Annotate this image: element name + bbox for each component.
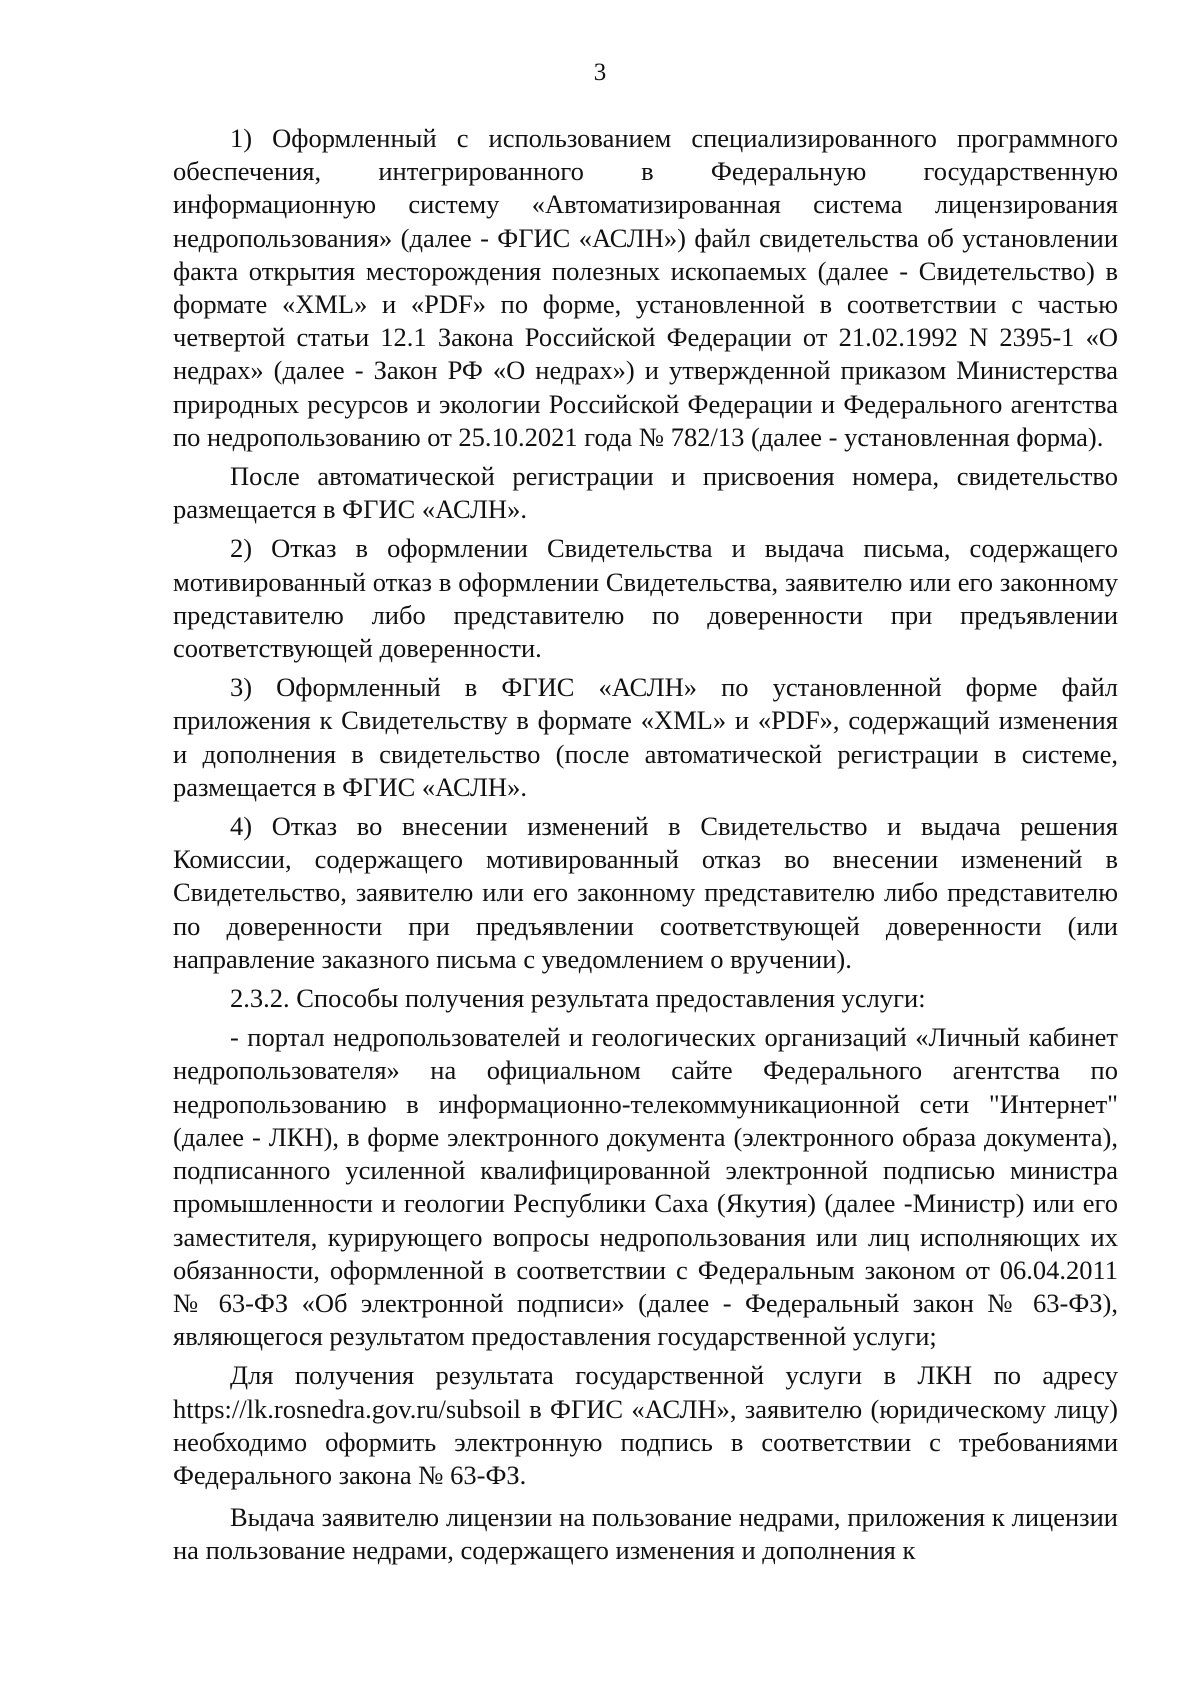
paragraph-portal-method: - портал недропользователей и геологических организаций «Личный кабинет недропользователя» на официальном сайте Федерального агентства по недропользованию в информационно-телекоммуникационной сети "Интернет" (далее - ЛКН), в форме электронного документа (электронного образа документа), подписанного усиленной квалифицированной электронной подписью министра промышленности и геологии Республики Саха (Якутия) (далее -Министр) или его заместителя, курирующего вопросы недропользования или лиц исполняющих их обязанности, оформленной в соответствии с Федеральным законом от 06.04.2011 № 63-ФЗ «Об электронной подписи» (далее - Федеральный закон № 63-ФЗ), являющегося результатом предоставления государственной услуги; — [173, 1022, 1118, 1352]
paragraph-refusal-certificate: 2) Отказ в оформлении Свидетельства и выдача письма, содержащего мотивированный отказ в оформлении Свидетельства, заявителю или его законному представителю либо представителю по доверенности при предъявлении соответствующей доверенности. — [173, 533, 1118, 664]
paragraph-lkn-instructions: Для получения результата государственной услуги в ЛКН по адресу https://lk.rosnedra.gov.ru/subsoil в ФГИС «АСЛН», заявителю (юридическому лицу) необходимо оформить электронную подпись в соответствии с требованиями Федерального закона № 63-ФЗ. — [173, 1360, 1118, 1490]
paragraph-license-issuance: Выдача заявителю лицензии на пользование недрами, приложения к лицензии на пользование недрами, содержащего изменения и дополнения к — [173, 1502, 1118, 1566]
document-body — [173, 122, 1118, 1568]
paragraph-refusal-changes: 4) Отказ во внесении изменений в Свидетельство и выдача решения Комиссии, содержащего мотивированный отказ во внесении изменений в Свидетельство, заявителю или его законному представителю либо представителю по доверенности при предъявлении соответствующей доверенности (или направление заказного письма с уведомлением о вручении). — [173, 811, 1118, 974]
paragraph-registration: После автоматической регистрации и присвоения номера, свидетельство размещается в ФГИС «АСЛН». — [173, 461, 1118, 525]
page-number: 3 — [593, 59, 607, 86]
paragraph-result-certificate: 1) Оформленный с использованием специализированного программного обеспечения, интегрированного в Федеральную государственную информационную систему «Автоматизированная система лицензирования недропользования» (далее - ФГИС «АСЛН») файл свидетельства об установлении факта открытия месторождения полезных ископаемых (далее - Свидетельство) в формате «XML» и «PDF» по форме, установленной в соответствии с частью четвертой статьи 12.1 Закона Российской Федерации от 21.02.1992 N 2395-1 «О недрах» (далее - Закон РФ «О недрах») и утвержденной приказом Министерства природных ресурсов и экологии Российской Федерации и Федерального агентства по недропользованию от 25.10.2021 года № 782/13 (далее - установленная форма). — [173, 123, 1118, 452]
paragraph-section-2-3-2: 2.3.2. Способы получения результата предоставления услуги: — [230, 983, 926, 1014]
paragraph-certificate-appendix: 3) Оформленный в ФГИС «АСЛН» по установленной форме файл приложения к Свидетельству в формате «XML» и «PDF», содержащий изменения и дополнения в свидетельство (после автоматической регистрации в системе, размещается в ФГИС «АСЛН». — [173, 672, 1118, 802]
